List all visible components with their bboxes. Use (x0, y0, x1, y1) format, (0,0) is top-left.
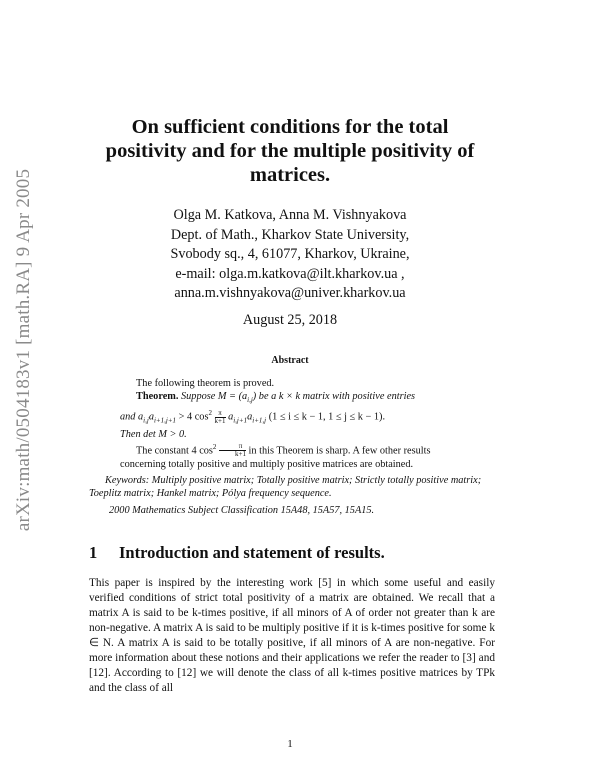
affiliation: Dept. of Math., Kharkov State University, (170, 226, 410, 243)
authors: Olga M. Katkova, Anna M. Vishnyakova (173, 207, 407, 223)
email-line-2: anna.m.vishnyakova@univer.kharkov.ua (174, 285, 406, 301)
section-heading (89, 543, 509, 563)
abstract-body (120, 377, 465, 471)
theorem-line2-d: (1 ≤ i ≤ k − 1, 1 ≤ j ≤ k − 1). (266, 411, 386, 423)
theorem-label: Theorem. (136, 391, 179, 402)
constant-fraction: $\frac{\pi}{k+1}$ (219, 443, 246, 458)
keywords-text: Keywords: Multiply positive matrix; Totally positive matrix; Strictly totally positive matrix; Toeplitz matrix; Hankel matrix; Pólya frequency sequence. (89, 475, 482, 499)
page-number: 1 (287, 738, 293, 750)
intro-text: This paper is inspired by the interesting work [5] in which some useful and easily verified conditions of strict total positivity of a matrix are obtained. We recall that a matrix A is said to be k-times positive, if all minors of A of order not greater than k are non-negative. A matrix A is said to be multiply positive if it is k-times positive for some k ∈ N. A matrix A is said to be totally positive, if all minors of A are non-negative. For more information about these notions and their applications we refer the reader to [3] and [12]. According to [12] we will denote the class of all k-times positive matrices by TPk and the class of all (89, 577, 495, 694)
author-block (110, 206, 470, 304)
theorem-line2-a: and a (120, 411, 144, 423)
theorem-text-b: ) be a k × k matrix with positive entries (252, 391, 416, 402)
constant-a: The constant 4 cos (136, 444, 213, 456)
arxiv-sidebar-stamp (12, 150, 36, 550)
section-number: 1 (89, 543, 98, 562)
frac-num: π (215, 410, 226, 418)
constant-remark: The constant 4 $\cos^2$ $\frac{\pi}{k+1}$ in this Theorem is sharp. A few other results concerning totally positive and multiply positive matrices are obtained. (120, 442, 431, 471)
theorem-line2-b: > 4 cos (176, 411, 209, 423)
theorem-line-3: Then det M > 0. (120, 428, 187, 440)
intro-paragraph (89, 576, 495, 696)
abstract-intro: The following theorem is proved. (136, 378, 275, 389)
theorem-text-a: Suppose M = (a (181, 391, 248, 402)
paper-title: On sufficient conditions for the total positivity and for the multiple positivity of matrices. (105, 116, 475, 186)
keywords (89, 474, 495, 500)
email-line-1: e-mail: olga.m.katkova@ilt.kharkov.ua , (175, 265, 405, 282)
abstract-heading: Abstract (271, 355, 309, 366)
theorem-statement: Theorem. Suppose $M = (a_{i,j})$ be a k × k matrix with positive entries (136, 391, 416, 405)
theorem-line-2: and $a_{i,j}a_{i+1,j+1} > 4$ $\cos^2$ $\frac{\pi}{k+1}$ $a_{i,j+1}a_{i+1,j}$ (1 ≤ i ≤ k − 1, 1 ≤ j ≤ k − 1). (120, 408, 386, 425)
paper-date: August 25, 2018 (242, 312, 338, 328)
constant-b: in this Theorem is sharp. A few other results concerning totally positive and multiply positive matrices are obtained. (120, 444, 431, 471)
theorem-line2-c: a (225, 411, 234, 423)
theorem-fraction (215, 410, 226, 425)
msc-classification: 2000 Mathematics Subject Classification 15A48, 15A57, 15A15. (109, 505, 375, 516)
arxiv-id: arXiv:math/0504183v1 [math.RA] 9 Apr 2005 (13, 168, 34, 532)
address: Svobody sq., 4, 61077, Kharkov, Ukraine, (170, 246, 410, 262)
frac-den: k+1 (214, 416, 226, 425)
section-title: Introduction and statement of results. (119, 543, 385, 562)
